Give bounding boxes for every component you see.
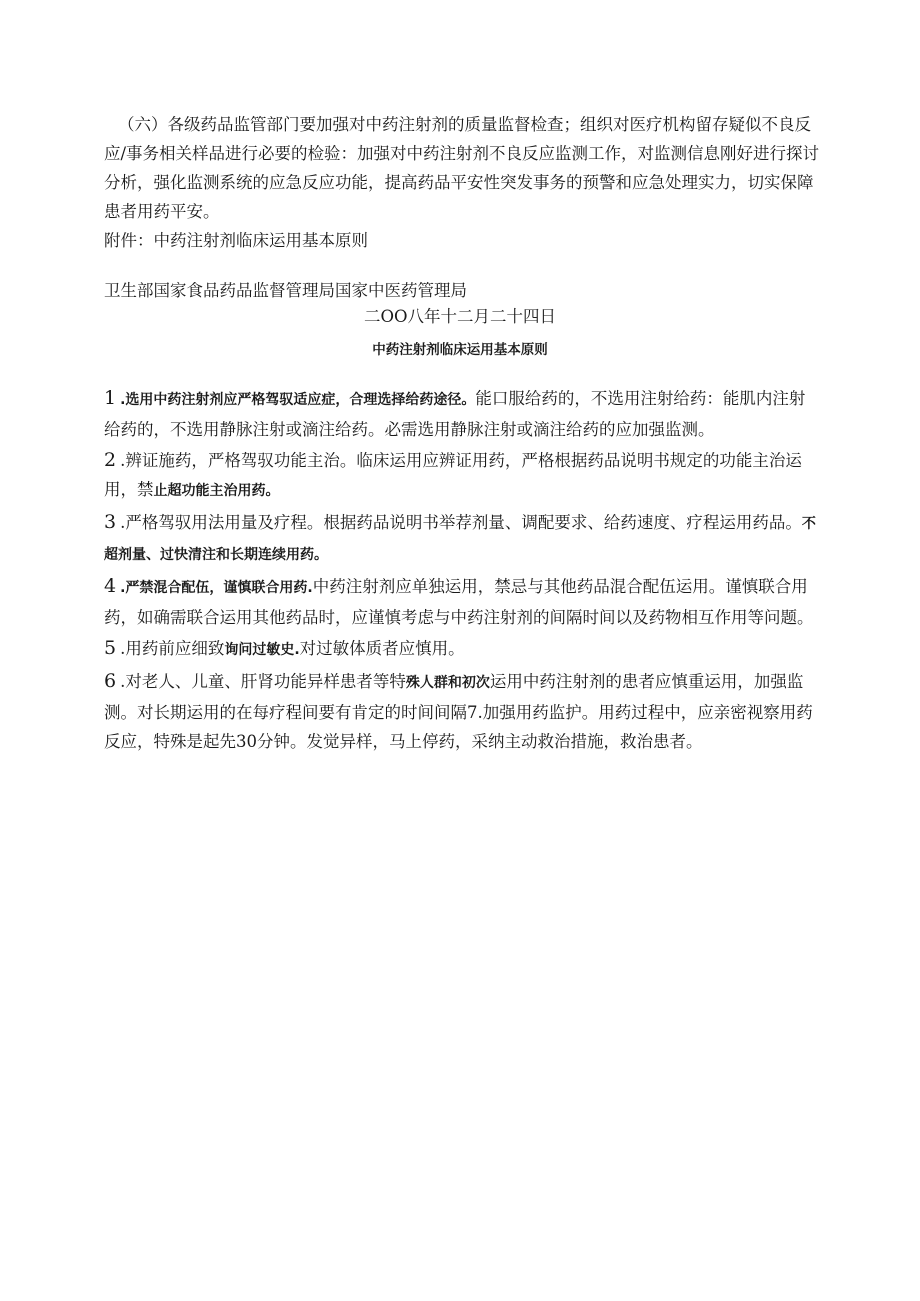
item-heading: .严禁混合配伍，谨慎联合用药. <box>120 580 313 596</box>
item-number: 6 <box>104 670 117 692</box>
list-item <box>104 384 820 444</box>
list-item <box>104 667 820 756</box>
item-number: 1 <box>104 387 117 409</box>
item-emphasis: 询问过敏史. <box>224 642 300 658</box>
paragraph-six: （六）各级药品监管部门要加强对中药注射剂的质量监督检查；组织对医疗机构留存疑似不良反应/事务相关样品进行必要的检验：加强对中药注射剂不良反应监测工作，对监测信息刚好进行探讨分析，强化监测系统的应急反应功能，提高药品平安性突发事务的预警和应急处理实力，切实保障患者用药平安。 <box>104 115 820 221</box>
issuing-authorities: 卫生部国家食品药品监督管理局国家中医药管理局 <box>104 281 467 300</box>
item-text: 中药注射剂应单独运用，禁忌与其他药品混合配伍运用。谨慎联合用药，如确需联合运用其他药品时，应谨慎考虑与中药注射剂的间隔时间以及药物相互作用等问题。 <box>104 577 814 627</box>
item-number: 4 <box>104 575 117 597</box>
principles-list <box>104 384 820 758</box>
attachment-line: 附件：中药注射剂临床运用基本原则 <box>104 231 368 250</box>
item-emphasis: 止超功能主治用药。 <box>153 483 280 499</box>
issue-date: 二OO八年十二月二十四日 <box>363 307 557 326</box>
list-item <box>104 572 820 632</box>
item-heading: .用药前应细致 <box>120 639 225 658</box>
item-number: 2 <box>104 449 117 471</box>
list-item <box>104 508 820 570</box>
list-item <box>104 446 820 506</box>
item-number: 3 <box>104 511 117 533</box>
list-item <box>104 634 820 665</box>
document-subtitle: 中药注射剂临床运用基本原则 <box>372 342 548 358</box>
item-number: 5 <box>104 637 117 659</box>
item-text: 对过敏体质者应慎用。 <box>299 639 465 658</box>
item-text: 能口服给药的，不选用注射给药：能肌内注射给药的，不选用静脉注射或滴注给药。必需选用静脉注射或滴注给药的应加强监测。 <box>104 389 806 439</box>
item-text: 运用中药注射剂的患者应慎重运用，加强监测。对长期运用的在每疗程间要有肯定的时间间隔7.加强用药监护。用药过程中，应亲密视察用药反应，特殊是起先30分钟。发觉异样，马上停药，采纳主动救治措施，救治患者。 <box>104 672 813 751</box>
item-heading: .选用中药注射剂应严格驾驭适应症，合理选择给药途径。 <box>120 392 476 408</box>
item-heading: .对老人、儿童、肝肾功能异样患者等特 <box>120 672 406 691</box>
item-heading: .辨证施药，严格驾驭功能主治。临床运用应辨证用药，严格根据药品说明书规定的功能主治运用，禁 <box>104 451 802 499</box>
item-emphasis: 殊人群和初次 <box>405 675 490 691</box>
item-heading: .严格驾驭用法用量及疗程。根据药品说明书举荐剂量、调配要求、给药速度、疗程运用药品。 <box>120 513 802 532</box>
item-emphasis: 不超剂量、过快清注和长期连续用药。 <box>104 516 816 563</box>
